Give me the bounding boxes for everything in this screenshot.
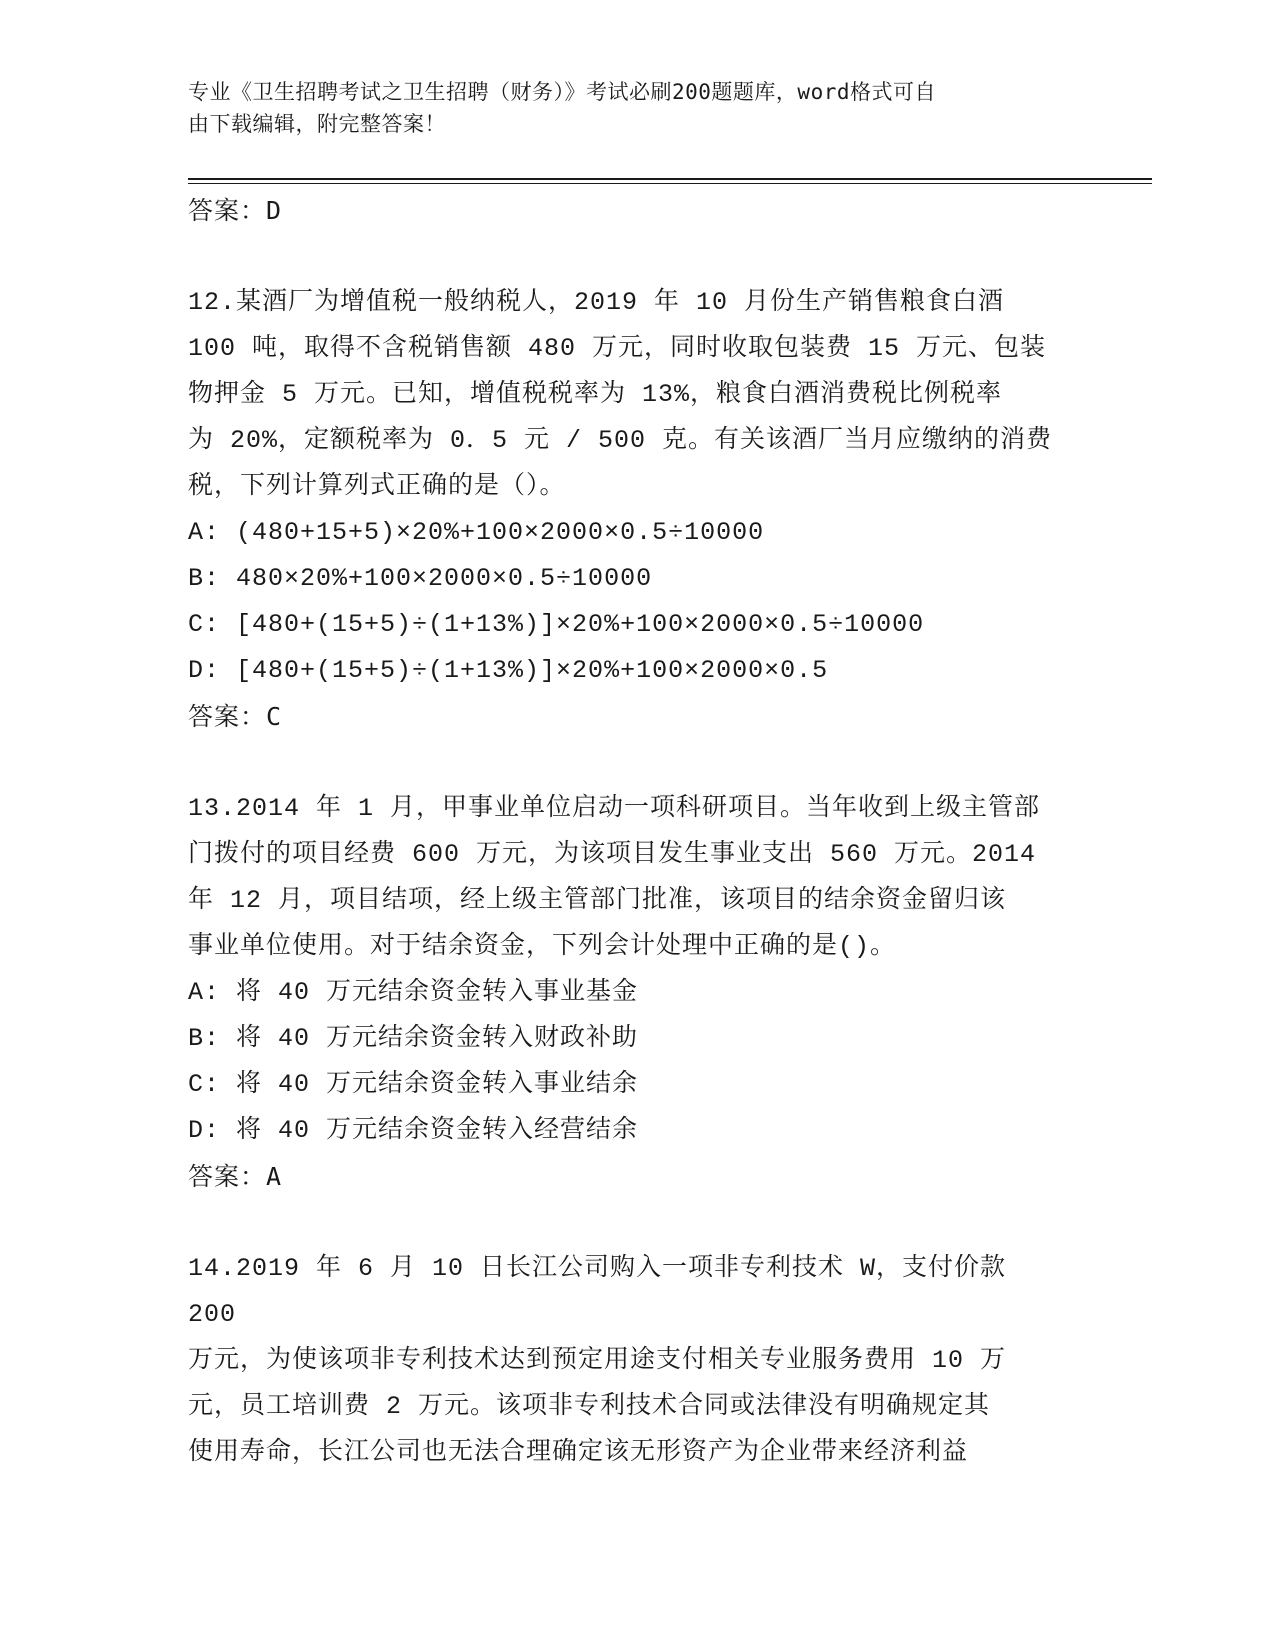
header-divider xyxy=(188,178,1152,180)
stem-line: 14.2019 年 6 月 10 日长江公司购入一项非专利技术 W，支付价款 200 xyxy=(188,1254,1007,1329)
stem-line: 物押金 5 万元。已知，增值税税率为 13%，粮食白酒消费税比例税率 xyxy=(188,380,1003,409)
page-header xyxy=(188,76,1068,140)
stem-line: 事业单位使用。对于结余资金，下列会计处理中正确的是()。 xyxy=(188,932,897,961)
option-d: D: [480+(15+5)÷(1+13%)]×20%+100×2000×0.5 xyxy=(188,656,829,685)
stem-line: 12.某酒厂为增值税一般纳税人，2019 年 10 月份生产销售粮食白酒 xyxy=(188,288,1005,317)
stem-line: 税，下列计算列式正确的是（）。 xyxy=(188,472,566,501)
stem-line: 元，员工培训费 2 万元。该项非专利技术合同或法律没有明确规定其 xyxy=(188,1392,991,1421)
document-body xyxy=(188,188,1088,1476)
question-14 xyxy=(188,1246,1088,1476)
answer-line: 答案：A xyxy=(188,1162,283,1191)
option-c: C: 将 40 万元结余资金转入事业结余 xyxy=(188,1070,639,1099)
header-title-line-1: 专业《卫生招聘考试之卫生招聘（财务）》考试必刷200题题库，word格式可自 xyxy=(188,80,936,104)
answer-line: 答案：D xyxy=(188,196,283,225)
spacer xyxy=(188,234,1088,280)
spacer xyxy=(188,1200,1088,1246)
stem-line: 万元，为使该项非专利技术达到预定用途支付相关专业服务费用 10 万 xyxy=(188,1346,1007,1375)
option-c: C: [480+(15+5)÷(1+13%)]×20%+100×2000×0.5÷10000 xyxy=(188,610,925,639)
stem-line: 使用寿命，长江公司也无法合理确定该无形资产为企业带来经济利益 xyxy=(188,1438,969,1467)
header-title-line-2: 由下载编辑，附完整答案！ xyxy=(188,112,446,136)
question-stem xyxy=(188,786,1058,970)
stem-line: 门拨付的项目经费 600 万元，为该项目发生事业支出 560 万元。2014 xyxy=(188,840,1037,869)
option-a: A: (480+15+5)×20%+100×2000×0.5÷10000 xyxy=(188,518,765,547)
spacer xyxy=(188,740,1088,786)
stem-line: 年 12 月，项目结项，经上级主管部门批准，该项目的结余资金留归该 xyxy=(188,886,1007,915)
stem-line: 100 吨，取得不含税销售额 480 万元，同时收取包装费 15 万元、包装 xyxy=(188,334,1047,363)
option-b: B: 480×20%+100×2000×0.5÷10000 xyxy=(188,564,653,593)
option-d: D: 将 40 万元结余资金转入经营结余 xyxy=(188,1116,639,1145)
question-stem xyxy=(188,280,1058,510)
option-b: B: 将 40 万元结余资金转入财政补助 xyxy=(188,1024,639,1053)
question-13 xyxy=(188,786,1088,1200)
answer-line: 答案：C xyxy=(188,702,283,731)
question-12 xyxy=(188,280,1088,740)
option-a: A: 将 40 万元结余资金转入事业基金 xyxy=(188,978,639,1007)
stem-line: 为 20%，定额税率为 0．5 元 / 500 克。有关该酒厂当月应缴纳的消费 xyxy=(188,426,1053,455)
header-divider-thin xyxy=(188,183,1152,184)
question-stem xyxy=(188,1246,1058,1476)
stem-line: 13.2014 年 1 月，甲事业单位启动一项科研项目。当年收到上级主管部 xyxy=(188,794,1041,823)
